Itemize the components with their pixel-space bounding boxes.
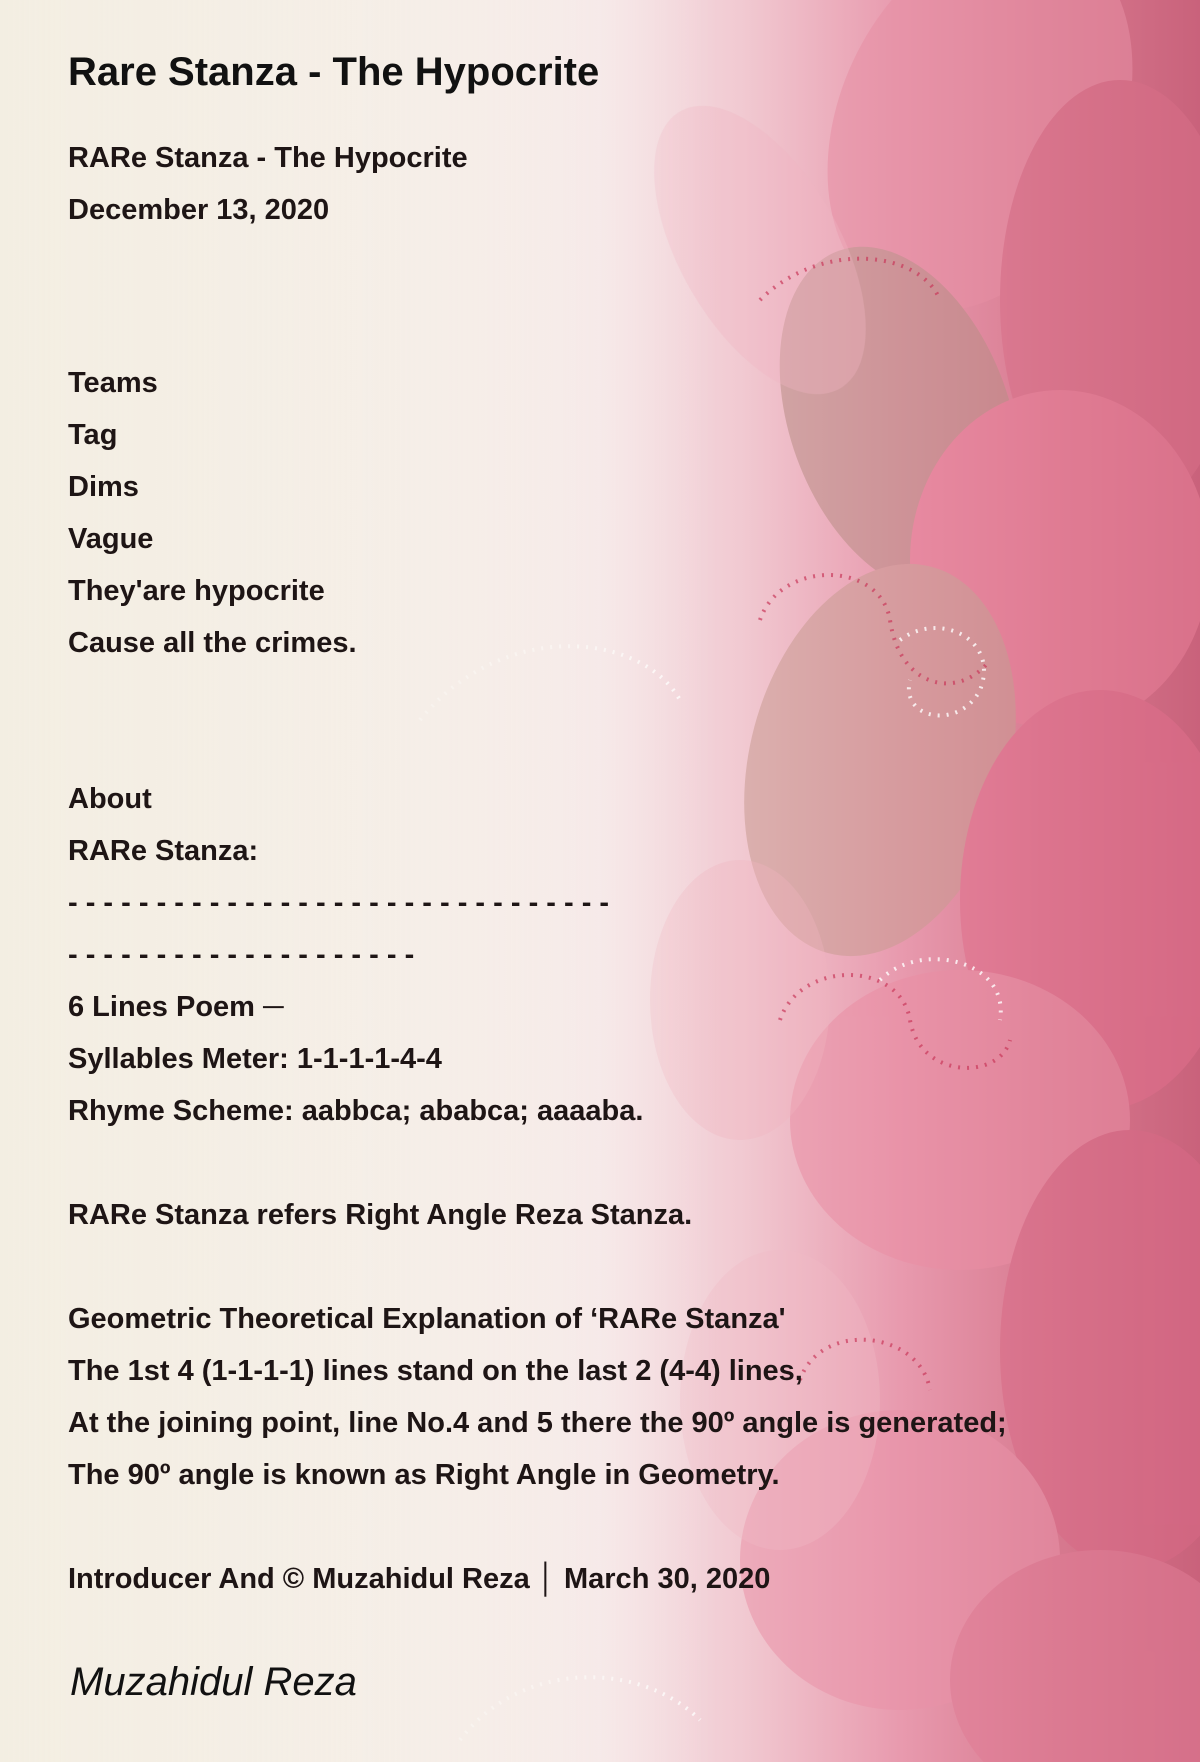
geometric-line: The 90º angle is known as Right Angle in Geometry. <box>68 1459 780 1491</box>
about-line: RARe Stanza refers Right Angle Reza Stanza. <box>68 1199 693 1231</box>
subtitle-line: RARe Stanza - The Hypocrite <box>68 142 468 174</box>
geometric-line: At the joining point, line No.4 and 5 there the 90º angle is generated; <box>68 1407 1007 1439</box>
about-line: About <box>68 783 152 815</box>
about-section <box>68 773 1160 1241</box>
author-name: Muzahidul Reza <box>70 1660 357 1704</box>
poem-line: Tag <box>68 419 118 451</box>
about-line: RARe Stanza: <box>68 835 259 867</box>
blank-line <box>68 1137 1160 1189</box>
poem-body <box>68 357 1160 669</box>
poem-line: They'are hypocrite <box>68 575 325 607</box>
geometric-line: Geometric Theoretical Explanation of ‘RARe Stanza' <box>68 1303 786 1335</box>
poem-line: Teams <box>68 367 158 399</box>
about-line: Rhyme Scheme: aabbca; ababca; aaaaba. <box>68 1095 644 1127</box>
divider-line: - - - - - - - - - - - - - - - - - - - - - - - - - - - - - - - <box>68 887 610 919</box>
geometric-line: The 1st 4 (1-1-1-1) lines stand on the last 2 (4-4) lines, <box>68 1355 803 1387</box>
geometric-section <box>68 1293 1160 1605</box>
poem-line: Cause all the crimes. <box>68 627 357 659</box>
credit-line: Introducer And © Muzahidul Reza │ March 30, 2020 <box>68 1563 771 1595</box>
date-line: December 13, 2020 <box>68 194 330 226</box>
poem-line: Dims <box>68 471 139 503</box>
poem-line: Vague <box>68 523 154 555</box>
blank-line <box>68 1501 1160 1553</box>
poem-header <box>68 132 1160 236</box>
poem-title: Rare Stanza - The Hypocrite <box>68 50 600 94</box>
divider-line: - - - - - - - - - - - - - - - - - - - - <box>68 939 415 971</box>
about-line: 6 Lines Poem ─ <box>68 991 284 1023</box>
about-line: Syllables Meter: 1-1-1-1-4-4 <box>68 1043 442 1075</box>
